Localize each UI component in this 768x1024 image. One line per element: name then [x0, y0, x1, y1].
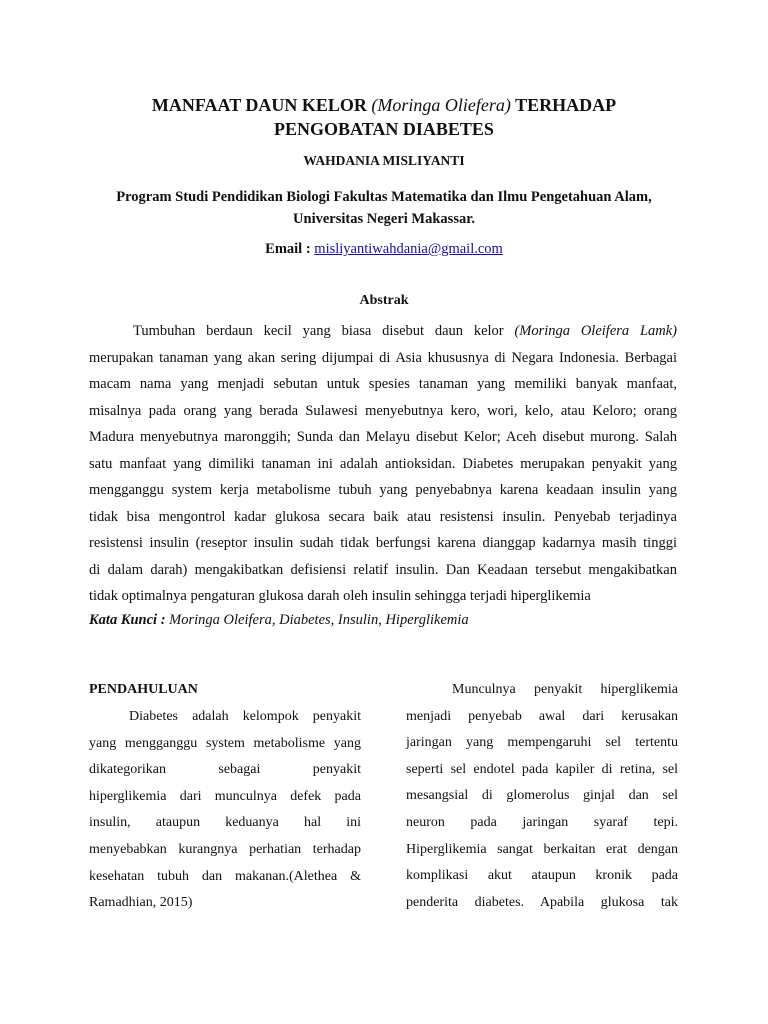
- keywords: [89, 612, 469, 629]
- abstract-line: Madura menyebutnya maronggih; Sunda dan Melayu disebut Kelor; Aceh disebut murong. Salah: [89, 429, 677, 445]
- abstract-heading: Abstrak: [359, 293, 409, 308]
- body-line: menyebabkan kurangnya perhatian terhadap: [89, 841, 361, 857]
- section-heading-introduction: PENDAHULUAN: [89, 682, 198, 697]
- body-line: neuron pada jaringan syaraf tepi.: [406, 814, 678, 830]
- body-line: yang mengganggu system metabolisme yang: [89, 735, 361, 751]
- abstract-line: mengganggu system kerja metabolisme tubuh yang penyebabnya karena keadaan insulin yang: [89, 482, 677, 498]
- abstract-line: tidak bisa mengontrol kadar glukosa secara baik atau resistensi insulin. Penyebab terjadinya: [89, 508, 677, 525]
- body-line: kesehatan tubuh dan makanan.(Alethea &: [89, 868, 361, 884]
- abstract-line: macam nama yang menjadi sebutan untuk spesies tanaman yang memiliki banyak manfaat,: [89, 376, 677, 392]
- keywords-text: Moringa Oleifera, Diabetes, Insulin, Hiperglikemia: [169, 612, 469, 628]
- affiliation-line-2: Universitas Negeri Makassar.: [293, 211, 475, 227]
- keywords-label: Kata Kunci :: [89, 612, 166, 628]
- abstract-line: resistensi insulin (reseptor insulin sudah tidak berfungsi karena dianggap kadarnya masih tinggi: [89, 535, 677, 551]
- email-line: [60, 241, 708, 258]
- affiliation: [70, 186, 698, 230]
- paper-title: [60, 93, 708, 141]
- body-line: dikategorikan sebagai penyakit: [89, 762, 361, 778]
- author-name: WAHDANIA MISLIYANTI: [303, 153, 465, 168]
- paper-title-part-1: MANFAAT DAUN KELOR: [151, 95, 367, 115]
- body-line: insulin, ataupun keduanya hal ini: [89, 815, 361, 831]
- body-line: Hiperglikemia sangat berkaitan erat dengan: [406, 841, 678, 857]
- body-line: Diabetes adalah kelompok penyakit: [129, 709, 361, 724]
- body-line: penderita diabetes. Apabila glukosa tak: [406, 894, 678, 910]
- abstract-line: satu manfaat yang dimiliki tanaman ini adalah antioksidan. Diabetes merupakan penyakit yang: [89, 455, 677, 472]
- abstract-line-text: Tumbuhan berdaun kecil yang biasa disebut daun kelor: [133, 323, 504, 339]
- body-line: Ramadhian, 2015): [89, 895, 193, 911]
- abstract-line: [89, 318, 677, 345]
- introduction-column-right: [406, 677, 678, 916]
- body-line: menjadi penyebab awal dari kerusakan: [406, 708, 678, 724]
- email-label: Email :: [265, 241, 311, 257]
- body-line: Munculnya penyakit hiperglikemia: [452, 682, 678, 697]
- abstract-line: merupakan tanaman yang akan sering dijumpai di Asia khususnya di Negara Indonesia. Berbagai: [89, 349, 677, 366]
- paper-title-line-1: [60, 93, 708, 117]
- affiliation-line-1: Program Studi Pendidikan Biologi Fakultas Matematika dan Ilmu Pengetahuan Alam,: [116, 189, 652, 205]
- paper-title-species: (Moringa Oliefera): [371, 95, 511, 115]
- abstract-line: misalnya pada orang yang berada Sulawesi menyebutnya kero, wori, kelo, atau Keloro; orang: [89, 402, 677, 419]
- abstract-species-name: (Moringa Oleifera Lamk): [514, 323, 678, 339]
- body-line: komplikasi akut ataupun kronik pada: [406, 868, 678, 884]
- body-line: hiperglikemia dari munculnya defek pada: [89, 788, 361, 804]
- body-line: mesangsial di glomerolus ginjal dan sel: [406, 788, 678, 804]
- abstract-line: tidak optimalnya pengaturan glukosa darah oleh insulin sehingga terjadi hiperglikemia: [89, 588, 591, 604]
- introduction-column-left: [89, 704, 361, 917]
- paper-title-part-2: TERHADAP: [515, 95, 617, 115]
- body-line: seperti sel endotel pada kapiler di retina, sel: [406, 761, 678, 777]
- paper-title-line-2: PENGOBATAN DIABETES: [274, 119, 494, 139]
- abstract-line: di dalam darah) mengakibatkan defisiensi relatif insulin. Dan Keadaan tersebut mengakibatkan: [89, 561, 677, 578]
- email-link[interactable]: misliyantiwahdania@gmail.com: [314, 241, 503, 257]
- body-line: jaringan yang mempengaruhi sel tertentu: [406, 735, 678, 751]
- abstract-body: [89, 318, 677, 610]
